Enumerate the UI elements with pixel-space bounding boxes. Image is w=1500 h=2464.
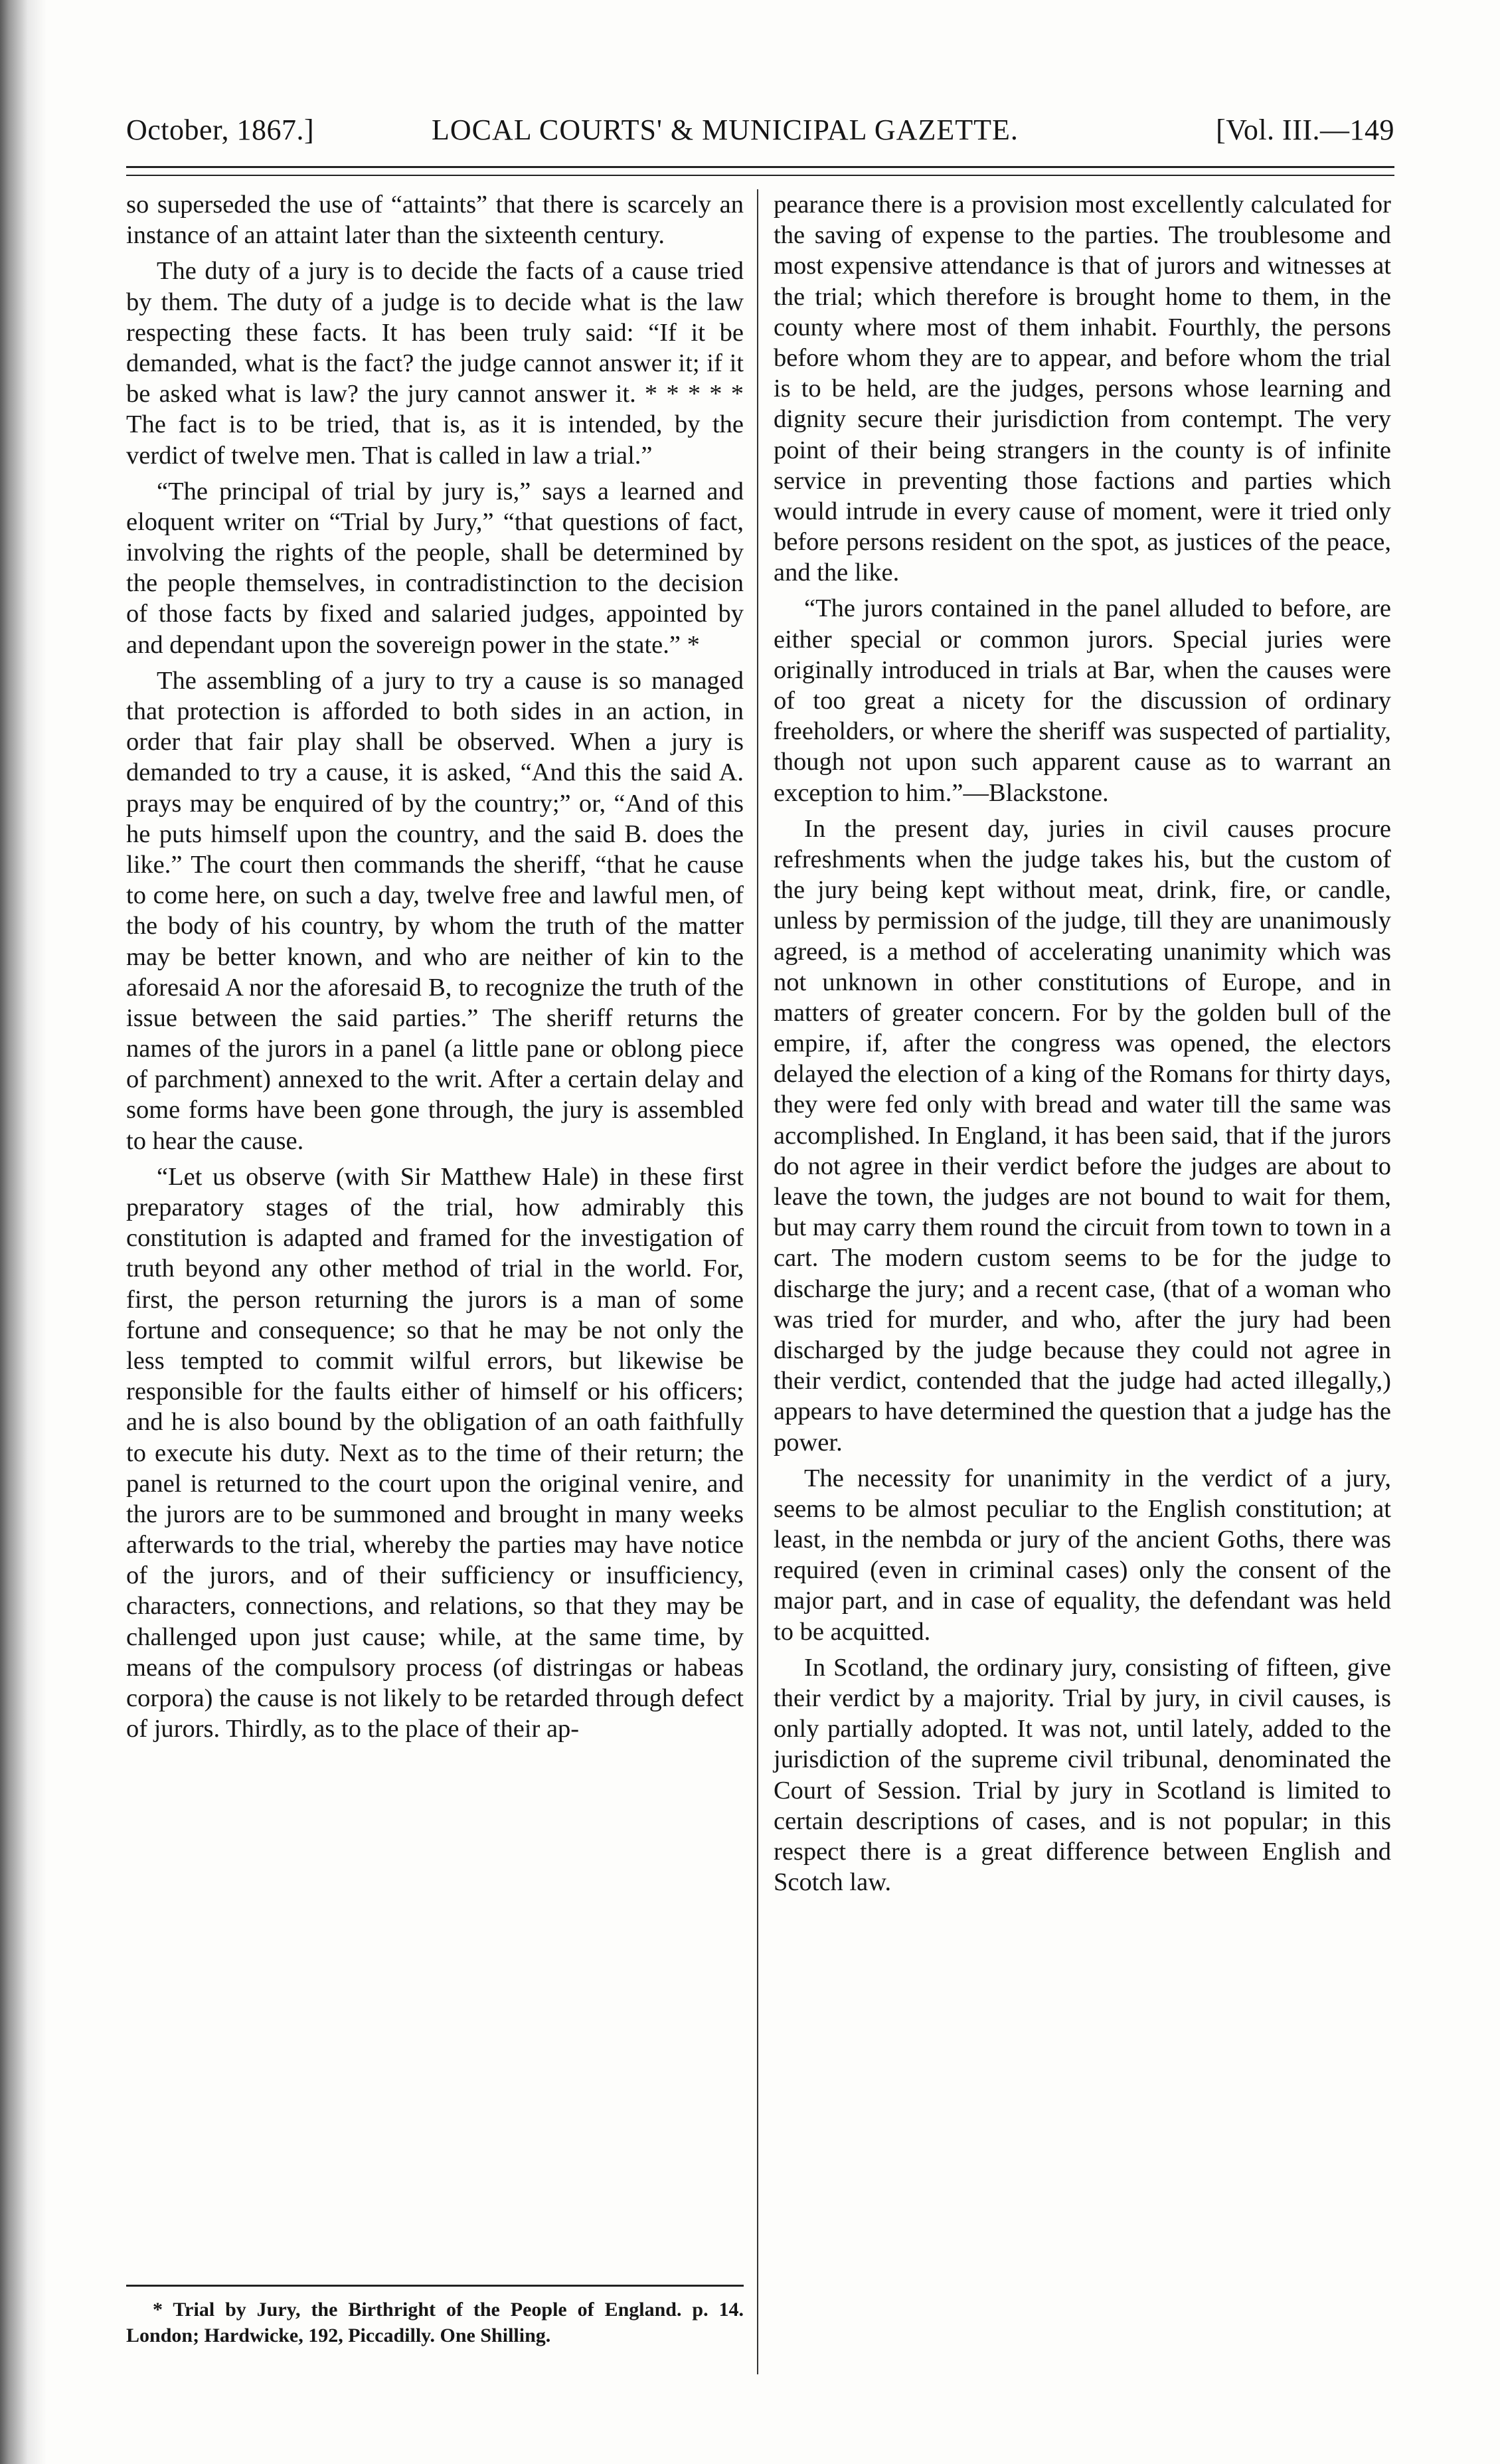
column-divider <box>757 189 758 2374</box>
paragraph: pearance there is a provision most excellently calculated for the saving of expense to the parties. The troublesome and most expensive attendance is that of jurors and witnesses at the trial; which therefore is brought home to them, in the county where most of them inhabit. Fourthly, the persons before whom they are to appear, and before whom the trial is to be held, are the judges, persons whose learning and dignity secure their jurisdiction from contempt. The very point of their being strangers in the county is of infinite service in preventing those factions and parties which would intrude in every cause of moment, were it tried only before persons resident on the spot, as justices of the peace, and the like. <box>774 191 1391 587</box>
paragraph: In Scotland, the ordinary jury, consisting of fifteen, give their verdict by a majority. Trial by jury, in civil causes, is only partially adopted. It was not, until lately, added to the jurisdiction of the supreme civil tribunal, denominated the Court of Session. Trial by jury in Scotland is limited to certain descriptions of cases, and is not popular; in this respect there is a great difference between English and Scotch law. <box>774 1653 1391 1897</box>
header-volume: [Vol. III.—149 <box>1216 114 1394 146</box>
paragraph: The assembling of a jury to try a cause is so managed that protection is afforded to both sides in an action, in order that fair play shall be observed. When a jury is demanded to try a cause, it is asked, “And this the said A. prays may be enquired of by the country;” or, “And of this he puts himself upon the country, and the said B. does the like.” The court then commands the sheriff, “that he cause to come here, on such a day, twelve free and lawful men, of the body of his country, by whom the truth of the matter may be better known, and who are neither of kin to the aforesaid A nor the aforesaid B, to recognize the truth of the issue between the said parties.” The sheriff returns the names of the jurors in a panel (a little pane or oblong piece of parchment) annexed to the writ. After a certain delay and some forms have been gone through, the jury is assembled to hear the cause. <box>126 666 744 1155</box>
paragraph: so superseded the use of “attaints” that there is scarcely an instance of an attaint later than the sixteenth century. <box>126 191 744 250</box>
footnote <box>126 2297 744 2348</box>
footnote-rule <box>126 2285 744 2287</box>
paragraph: “Let us observe (with Sir Matthew Hale) in these first preparatory stages of the trial, how admirably this constitution is adapted and framed for the investigation of truth beyond any other method of trial in the world. For, first, the person returning the jurors is a man of some fortune and consequence; so that he may be not only the less tempted to commit wilful errors, but likewise be responsible for the faults either of himself or his officers; and he is also bound by the obligation of an oath faithfully to execute his duty. Next as to the time of their return; the panel is returned to the court upon the original venire, and the jurors are to be summoned and brought in many weeks afterwards to the trial, whereby the parties may have notice of the jurors, and of their sufficiency or insufficiency, characters, connections, and relations, so that they may be challenged upon just cause; while, at the same time, by means of the compulsory process (of distringas or habeas corpora) the cause is not likely to be retarded through defect of jurors. Thirdly, as to the place of their ap- <box>126 1162 744 1743</box>
paragraph: In the present day, juries in civil causes procure refreshments when the judge takes his, but the custom of the jury being kept without meat, drink, fire, or candle, unless by permission of the judge, till they are unanimously agreed, is a method of accelerating unanimity which was not unknown in other constitutions of Europe, and in matters of greater concern. For by the golden bull of the empire, if, after the congress was opened, the electors delayed the election of a king of the Romans for thirty days, they were fed only with bread and water till the same was accomplished. In England, it has been said, that if the jurors do not agree in their verdict before the judges are about to leave the town, the judges are not bound to wait for them, but may carry them round the circuit from town to town in a cart. The modern custom seems to be for the judge to discharge the jury; and a recent case, (that of a woman who was tried for murder, and who, after the jury had been discharged by the judge because they could not agree in their verdict, contended that the judge had acted illegally,) appears to have determined the question that a judge has the power. <box>774 814 1391 1456</box>
paragraph: “The jurors contained in the panel alluded to before, are either special or common jurors. Special juries were originally introduced in trials at Bar, when the causes were of too great a nicety for the discussion of ordinary freeholders, or where the sheriff was suspected of partiality, though not upon such apparent cause as to warrant an exception to him.”—Blackstone. <box>774 594 1391 807</box>
header-title: LOCAL COURTS' & MUNICIPAL GAZETTE. <box>432 114 1019 146</box>
footnote-text: * Trial by Jury, the Birthright of the People of England. p. 14. London; Hardwicke, 192, Piccadilly. One Shilling. <box>126 2299 744 2346</box>
left-column <box>126 189 744 2261</box>
paragraph: The necessity for unanimity in the verdict of a jury, seems to be almost peculiar to the English constitution; at least, in the nembda or jury of the ancient Goths, there was required (even in criminal cases) only the consent of the major part, and in case of equality, the defendant was held to be acquitted. <box>774 1464 1391 1646</box>
running-header <box>126 106 1394 159</box>
paragraph: The duty of a jury is to decide the facts of a cause tried by them. The duty of a judge is to decide what is the law respecting these facts. It has been truly said: “If it be demanded, what is the fact? the judge cannot answer it; if it be asked what is law? the jury cannot answer it. * * * * * The fact is to be tried, that is, as it is intended, by the verdict of twelve men. That is called in law a trial.” <box>126 257 744 470</box>
header-rule <box>126 166 1394 176</box>
paragraph: “The principal of trial by jury is,” says a learned and eloquent writer on “Trial by Jury,” “that questions of fact, involving the rights of the people, shall be determined by the people themselves, in contradistinction to the decision of those facts by fixed and salaried judges, appointed by and dependant upon the sovereign power in the state.” * <box>126 477 744 659</box>
right-column <box>774 189 1391 2374</box>
page-binding-edge <box>0 0 46 2464</box>
header-date: October, 1867.] <box>126 114 315 146</box>
